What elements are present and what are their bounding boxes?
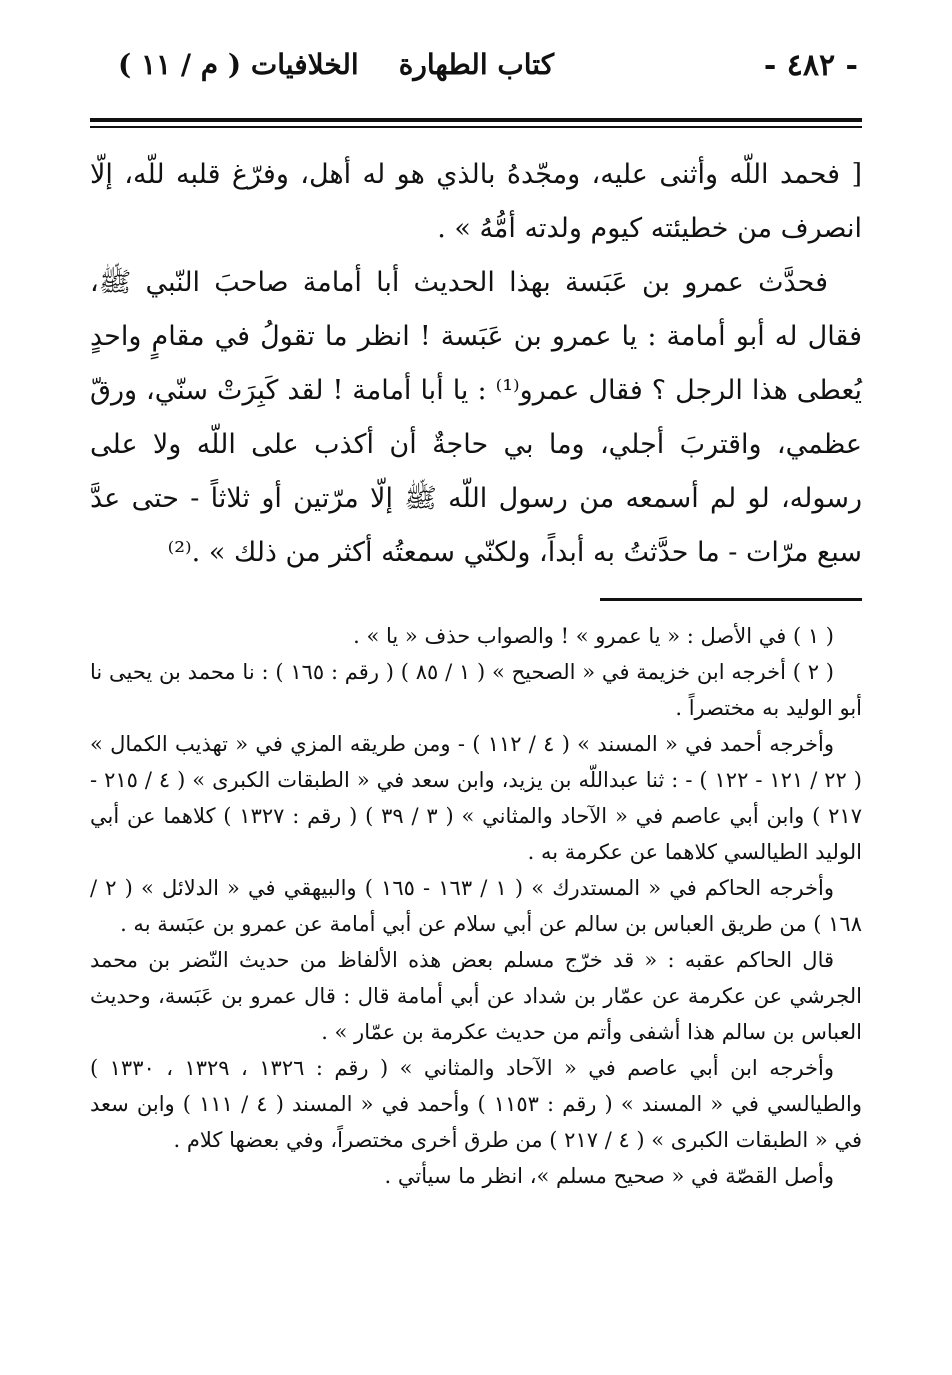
footnote-item: ( ١ ) في الأصل : « يا عمرو » ! والصواب حذف « يا » . <box>353 624 834 648</box>
header-rule-thin <box>90 126 862 128</box>
footnote-item: وأخرجه الحاكم في « المستدرك » ( ١ / ١٦٣ - ١٦٥ ) والبيهقي في « الدلائل » ( ٢ / ١٦٨ ) من طريق العباس بن سالم عن أبي سلام عن أبي أمامة عن عمرو بن عبَسة به . <box>90 876 862 936</box>
main-paragraph: [ فحمد اللّه وأثنى عليه، ومجّدهُ بالذي هو له أهل، وفرّغ قلبه للّه، إلّا انصرف من خطيئته كيوم ولدته أمُّهُ » . <box>90 159 862 244</box>
page-number: - ٤٨٢ - <box>763 48 858 83</box>
footnote-item: وأخرجه ابن أبي عاصم في « الآحاد والمثاني » ( رقم : ١٣٢٦ ، ١٣٢٩ ، ١٣٣٠ ) والطيالسي في « المسند » ( رقم : ١١٥٣ ) وأحمد في « المسند ( ٤ / ١١١ ) وابن سعد في « الطبقات الكبرى » ( ٤ / ٢١٧ ) من طرق أخرى مختصراً، وفي بعضها كلام . <box>90 1056 862 1152</box>
footnote-item: قال الحاكم عقبه : « قد خرّج مسلم بعض هذه الألفاظ من حديث النّضر بن محمد الجرشي عن عكرمة عن عمّار بن شداد عن أبي أمامة قال : قال عمرو بن عَبَسة، وحديث العباس بن سالم هذا أشفى وأتم من حديث عكرمة بن عمّار » . <box>90 948 862 1044</box>
page-header <box>90 40 862 100</box>
book-title: كتاب الطهارة <box>398 48 555 81</box>
footnote-separator <box>600 598 862 601</box>
running-title <box>118 48 554 81</box>
footnote-item: ( ٢ ) أخرجه ابن خزيمة في « الصحيح » ( ١ / ٨٥ ) ( رقم : ١٦٥ ) : نا محمد بن يحيى نا أبو الوليد به مختصراً . <box>90 660 862 720</box>
footnotes <box>90 618 862 1194</box>
document-page <box>90 40 862 1340</box>
header-rule-thick <box>90 118 862 122</box>
footnote-item: وأصل القصّة في « صحيح مسلم »، انظر ما سيأتي . <box>384 1164 834 1188</box>
main-paragraph: فحدَّث عمرو بن عَبَسة بهذا الحديث أبا أمامة صاحبَ النّبي ﷺ، فقال له أبو أمامة : يا عمرو بن عَبَسة ! انظر ما تقولُ في مقامٍ واحدٍ يُعطى هذا الرجل ؟ فقال عمرو⁽¹⁾ : يا أبا أمامة ! لقد كَبِرَتْ سنّي، ورقّ عظمي، واقتربَ أجلي، وما بي حاجةٌ أن أكذب على اللّه ولا على رسوله، لو لم أسمعه من رسول اللّه ﷺ إلّا مرّتين أو ثلاثاً - حتى عدَّ سبع مرّات - ما حدَّثتُ به أبداً، ولكنّي سمعتُه أكثر من ذلك » .⁽²⁾ <box>90 267 862 568</box>
footnote-item: وأخرجه أحمد في « المسند » ( ٤ / ١١٢ ) - ومن طريقه المزي في « تهذيب الكمال » ( ٢٢ / ١٢١ - ١٢٢ ) - : ثنا عبداللّه بن يزيد، وابن سعد في « الطبقات الكبرى » ( ٤ / ٢١٥ - ٢١٧ ) وابن أبي عاصم في « الآحاد والمثاني » ( ٣ / ٣٩ ) ( رقم : ١٣٢٧ ) كلاهما عن أبي الوليد الطيالسي كلاهما عن عكرمة به . <box>90 732 862 864</box>
main-text <box>90 148 862 580</box>
section-title: الخلافيات ( م / ١١ ) <box>118 48 359 81</box>
